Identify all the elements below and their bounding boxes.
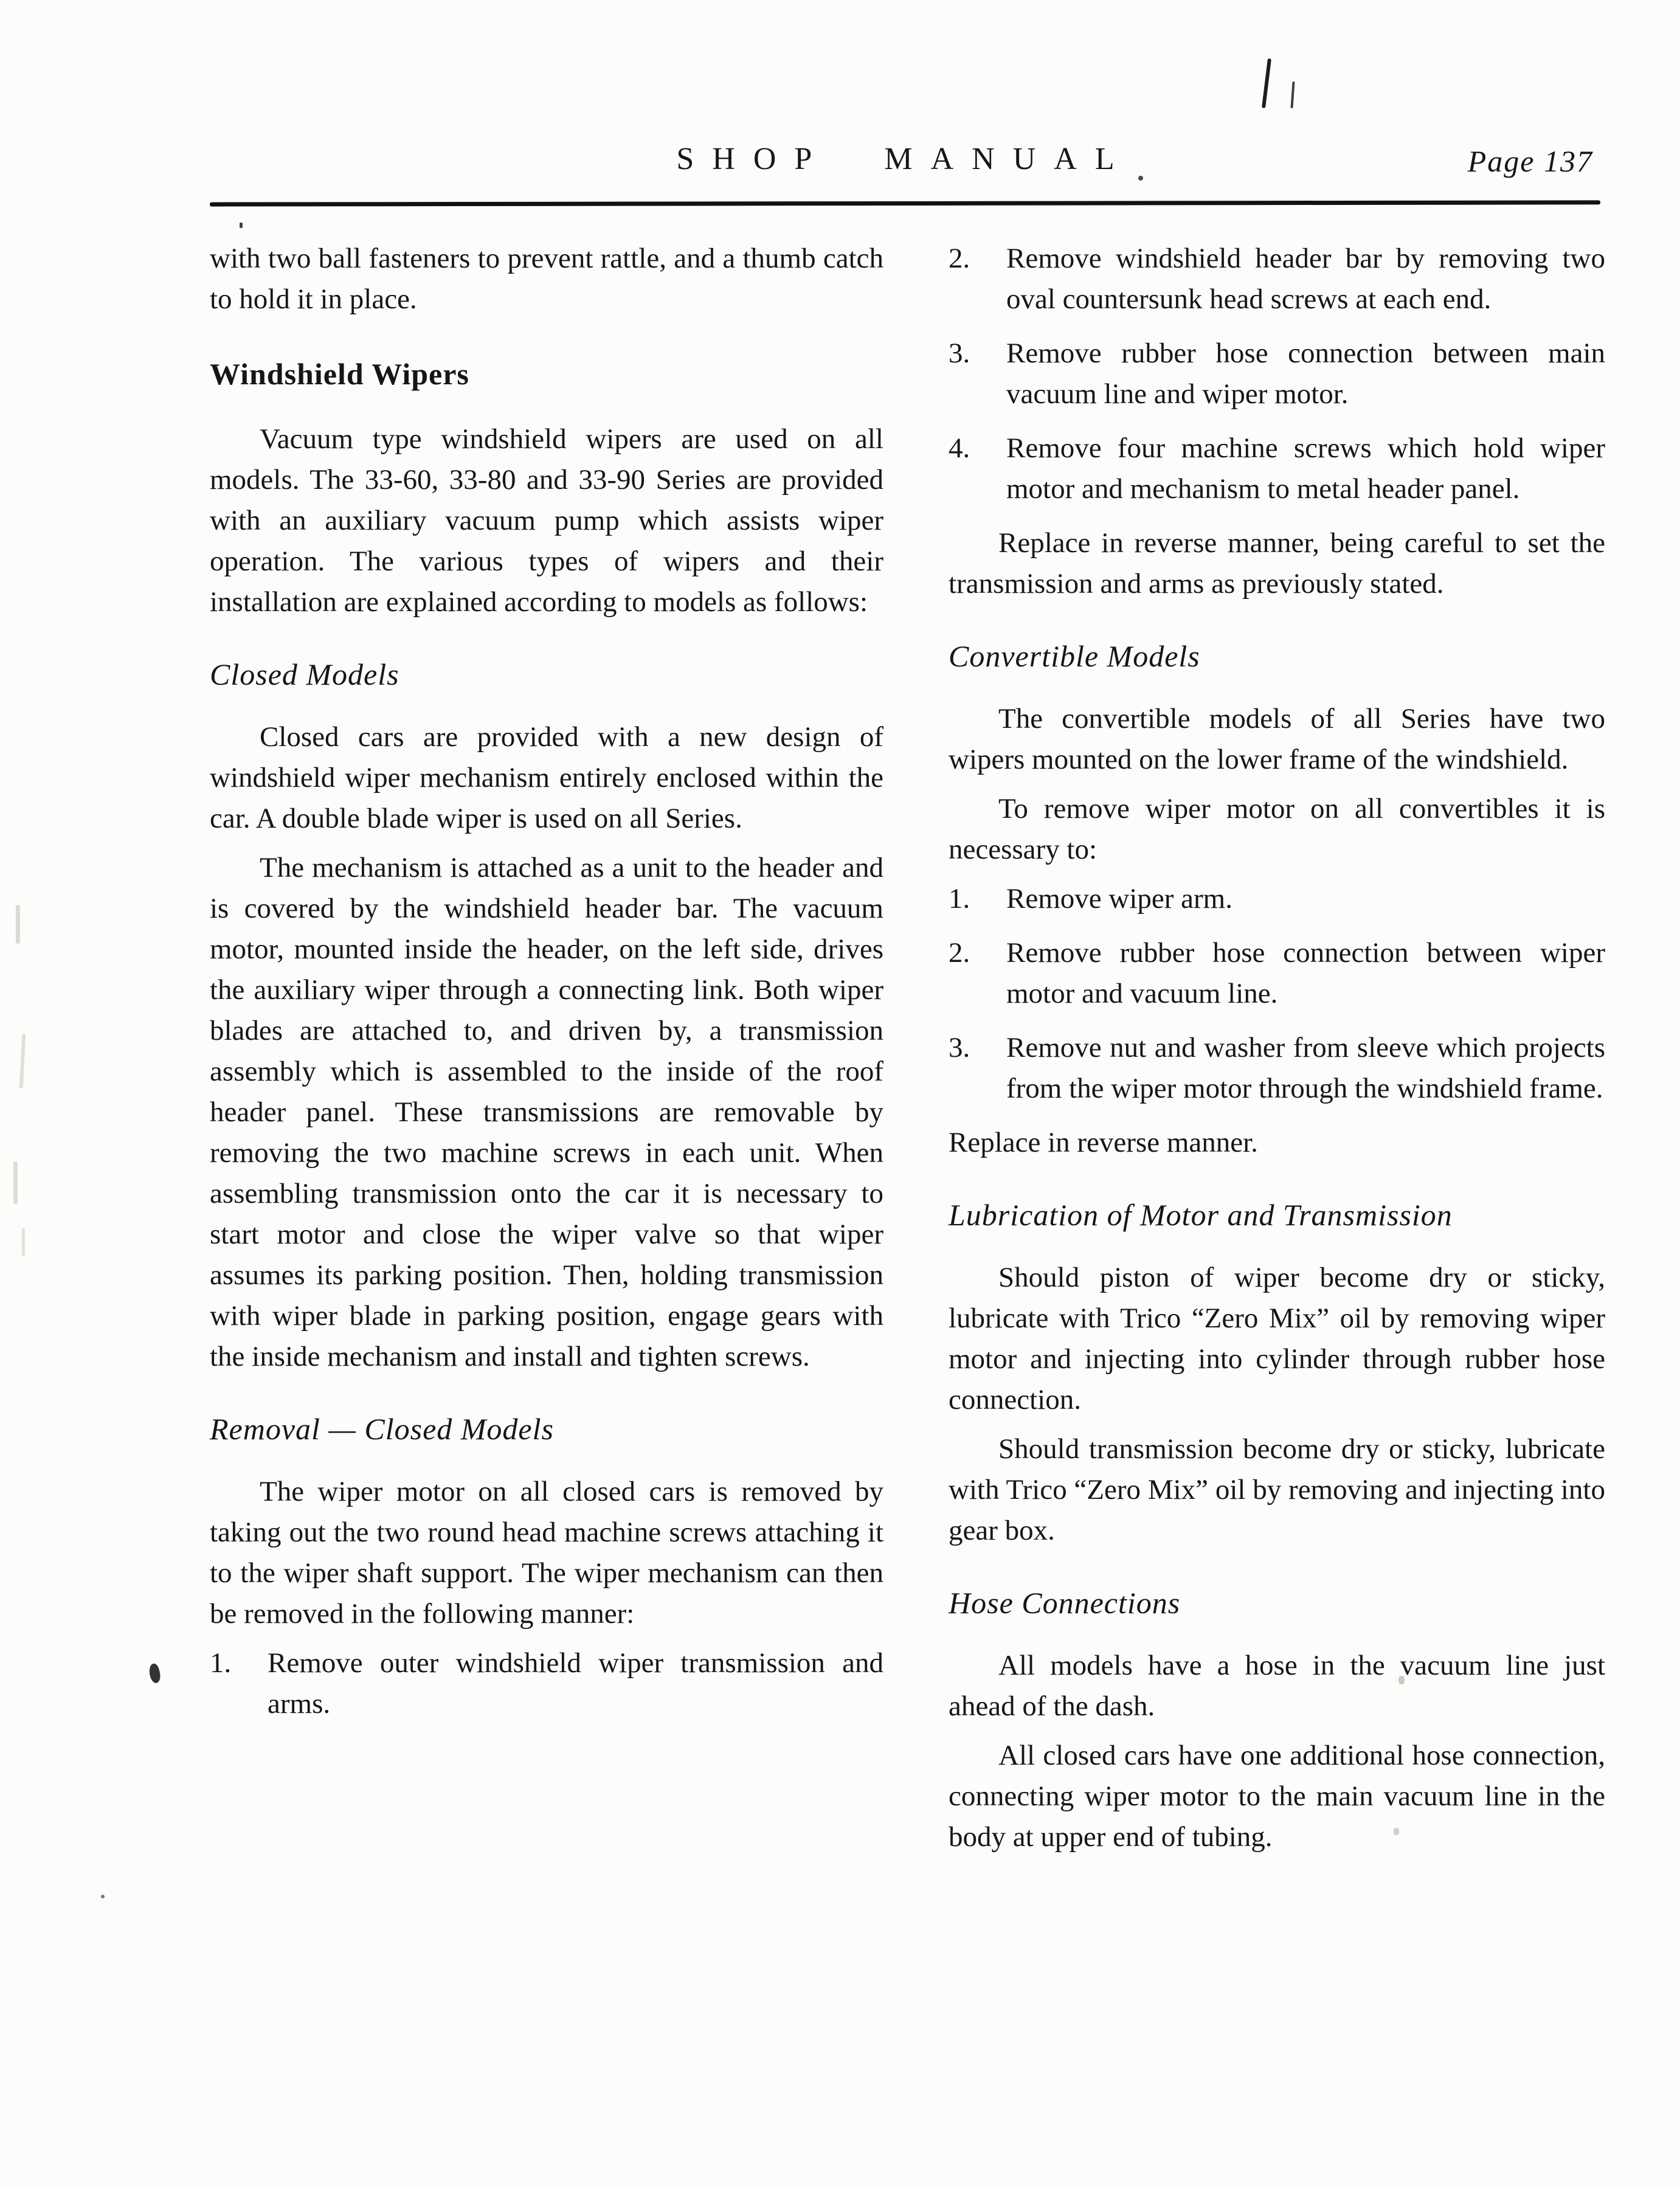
list-text: Remove windshield header bar by removing two oval countersunk head screws at each end.	[1006, 243, 1605, 315]
list-number: 1.	[210, 1647, 232, 1679]
scan-streak-artifact	[19, 1034, 26, 1088]
list-number: 1.	[949, 883, 970, 915]
list-number: 4.	[949, 432, 970, 464]
ink-dot-artifact	[1138, 176, 1143, 181]
subheading-convertible-models: Convertible Models	[949, 639, 1200, 673]
ink-dot-artifact	[240, 223, 243, 228]
list-text: Remove nut and washer from sleeve which projects from the wiper motor through the windshield frame.	[1006, 1032, 1605, 1104]
page-header	[210, 141, 1599, 202]
paragraph: Replace in reverse manner.	[949, 1127, 1258, 1158]
list-number: 3.	[949, 337, 970, 369]
left-column	[210, 238, 883, 1738]
list-item	[949, 1028, 1605, 1109]
list-item	[949, 333, 1605, 415]
scan-speck-artifact	[1394, 1828, 1399, 1835]
paragraph: Vacuum type windshield wipers are used on all models. The 33-60, 33-80 and 33-90 Series are provided with an auxiliary vacuum pump which assists wiper operation. The various types of wipers and their installation are explained according to models as follows:	[210, 423, 883, 618]
section-heading-windshield-wipers: Windshield Wipers	[210, 357, 469, 391]
subheading-lubrication: Lubrication of Motor and Transmission	[949, 1198, 1453, 1232]
paragraph: Closed cars are provided with a new design of windshield wiper mechanism entirely enclosed within the car. A double blade wiper is used on all Series.	[210, 721, 883, 834]
paragraph: The wiper motor on all closed cars is removed by taking out the two round head machine screws attaching it to the wiper shaft support. The wiper mechanism can then be removed in the following manner:	[210, 1476, 883, 1630]
paragraph: with two ball fasteners to prevent rattle, and a thumb catch to hold it in place.	[210, 243, 883, 315]
scan-speck-artifact	[1398, 1676, 1405, 1684]
scan-streak-artifact	[13, 1161, 18, 1204]
paragraph: Should transmission become dry or sticky, lubricate with Trico “Zero Mix” oil by removing and injecting into gear box.	[949, 1433, 1605, 1546]
list-text: Remove wiper arm.	[1006, 883, 1232, 915]
paragraph: To remove wiper motor on all convertibles it is necessary to:	[949, 793, 1605, 865]
subheading-hose-connections: Hose Connections	[949, 1586, 1181, 1620]
scan-streak-artifact	[22, 1228, 25, 1256]
list-number: 2.	[949, 937, 970, 969]
subheading-closed-models: Closed Models	[210, 657, 399, 691]
ink-stroke-artifact	[1262, 58, 1271, 108]
list-item	[949, 879, 1605, 919]
paragraph: All closed cars have one additional hose connection, connecting wiper motor to the main vacuum line in the body at upper end of tubing.	[949, 1740, 1605, 1853]
paragraph: Replace in reverse manner, being careful to set the transmission and arms as previously stated.	[949, 527, 1605, 600]
list-item	[949, 933, 1605, 1014]
list-text: Remove rubber hose connection between main vacuum line and wiper motor.	[1006, 337, 1605, 410]
paragraph: Should piston of wiper become dry or sticky, lubricate with Trico “Zero Mix” oil by removing wiper motor and injecting into cylinder through rubber hose connection.	[949, 1262, 1605, 1416]
ink-stroke-artifact	[1290, 81, 1295, 108]
list-number: 3.	[949, 1032, 970, 1063]
ink-dot-artifact	[101, 1895, 105, 1898]
page-number: Page 137	[1467, 144, 1593, 178]
paragraph: The mechanism is attached as a unit to the header and is covered by the windshield header bar. The vacuum motor, mounted inside the header, on the left side, drives the auxiliary wiper through a connecting link. Both wiper blades are attached to, and driven by, a transmission assembly which is assembled to the inside of the roof header panel. These transmissions are removable by removing the two machine screws in each unit. When assembling transmission onto the car it is necessary to start motor and close the wiper valve so that wiper assumes its parking position. Then, holding transmission with wiper blade in parking position, engage gears with the inside mechanism and install and tighten screws.	[210, 852, 883, 1372]
paragraph: The convertible models of all Series have two wipers mounted on the lower frame of the windshield.	[949, 703, 1605, 775]
list-item	[949, 428, 1605, 510]
ink-blob-artifact	[147, 1662, 162, 1684]
list-text: Remove outer windshield wiper transmission and arms.	[268, 1647, 883, 1720]
paragraph: All models have a hose in the vacuum line just ahead of the dash.	[949, 1650, 1605, 1722]
list-item	[210, 1643, 883, 1724]
list-text: Remove four machine screws which hold wiper motor and mechanism to metal header panel.	[1006, 432, 1605, 505]
list-item	[949, 238, 1605, 320]
right-column	[949, 238, 1605, 1866]
page-title: SHOP MANUAL	[676, 142, 1133, 176]
subheading-removal-closed-models: Removal — Closed Models	[210, 1412, 554, 1446]
scan-streak-artifact	[16, 905, 20, 944]
list-number: 2.	[949, 243, 970, 274]
list-text: Remove rubber hose connection between wiper motor and vacuum line.	[1006, 937, 1605, 1009]
